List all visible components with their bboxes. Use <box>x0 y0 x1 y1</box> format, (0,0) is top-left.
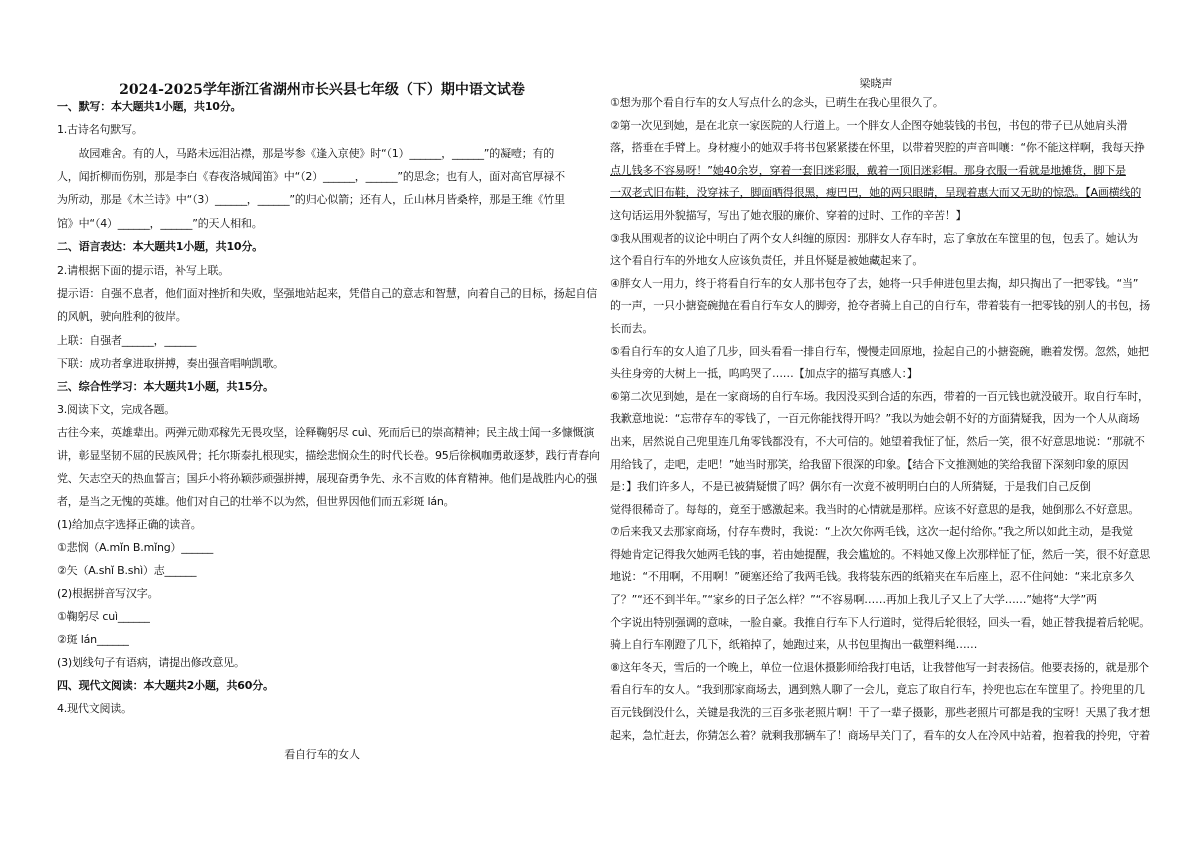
right-line: 用给钱了，走吧，走吧！”她当时那笑，给我留下很深的印象。【结合下文推测她的笑给我留下深刻印象的原因 <box>610 457 1129 471</box>
left-line: 下联：成功者拿进取拼搏，奏出强音唱响凯歌。 <box>57 357 284 370</box>
left-line: (1)给加点字选择正确的读音。 <box>57 518 202 531</box>
right-line: 百元钱倒没什么，关键是我洗的三百多张老照片啊！干了一辈子摄影，那些老照片可都是我的宝呀！天黑了我才想 <box>610 706 1150 720</box>
right-line: ③我从围观者的议论中明白了两个女人纠缠的原因：那胖女人存车时，忘了拿放在车筐里的包，包丢了。她认为 <box>610 231 1139 245</box>
right-line: 看自行车的女人。“我到那家商场去，遇到熟人聊了一会儿，竟忘了取自行车，拎兜也忘在车筐里了。拎兜里的几 <box>610 683 1145 697</box>
right-line: 得她肯定记得我欠她两毛钱的事，若由她提醒，我会尴尬的。不料她又像上次那样怔了怔，然后一笑，很不好意思 <box>610 547 1150 561</box>
right-line: 是：】我们许多人，不是已被猜疑惯了吗？偶尔有一次竟不被明明白白的人所猜疑，于是我们自己反倒 <box>610 480 1091 494</box>
right-line: 这句话运用外貌描写，写出了她衣服的廉价、穿着的过时、工作的辛苦！】 <box>610 208 967 222</box>
left-line: 提示语：自强不息者，他们面对挫折和失败，坚强地站起来，凭借自己的意志和智慧，向着自己的目标，扬起自信 <box>57 287 597 300</box>
right-line: ⑦后来我又去那家商场，付存车费时，我说：“上次欠你两毛钱，这次一起付给你。”我之所以如此主动，是我觉 <box>610 525 1133 539</box>
left-line: ①鞠躬尽 cuì______ <box>57 610 150 623</box>
left-line: 二、语言表达：本大题共1小题，共10分。 <box>57 240 263 253</box>
left-line: 为所动，那是《木兰诗》中“（3）______，______”的归心似箭；还有人，丘山林月皆桑梓，那是王维《竹里 <box>57 193 565 206</box>
right-line: 落，搭垂在手臂上。身材瘦小的她双手将书包紧紧搂在怀里，以带着哭腔的声音叫嚷：“你不能这样啊，我每天挣 <box>610 141 1145 155</box>
right-line: 个字说出特别强调的意味，一脸自豪。我推自行车下人行道时，觉得后轮很轻，回头一看，她正替我提着后轮呢。 <box>610 615 1150 629</box>
right-line: 骑上自行车刚蹬了几下，纸箱掉了，她跑过来，从书包里掏出一截塑料绳…… <box>610 638 978 652</box>
left-line: 1.古诗名句默写。 <box>57 123 143 136</box>
left-line: 人，闻折柳而伤别，那是李白《春夜洛城闻笛》中“（2）______，______”的思念；也有人，面对高官厚禄不 <box>57 170 565 183</box>
left-line: 4.现代文阅读。 <box>57 702 132 715</box>
right-line: 我歉意地说：“忘带存车的零钱了，一百元你能找得开吗？”我以为她会朝不好的方面猜疑我，因为一个人从商场 <box>610 412 1140 426</box>
left-line: (2)根据拼音写汉字。 <box>57 587 159 600</box>
left-line: 四、现代文阅读：本大题共2小题，共60分。 <box>57 679 274 692</box>
right-line: 地说：“不用啊，不用啊！”硬塞还给了我两毛钱。我将装东西的纸箱夹在车后座上，忍不住问她：“来北京多久 <box>610 570 1135 584</box>
left-line: 的风帆，驶向胜利的彼岸。 <box>57 310 187 323</box>
left-line: 3.阅读下文，完成各题。 <box>57 403 176 416</box>
right-line: ④胖女人一用力，终于将看自行车的女人那书包夺了去，她将一只手伸进包里去掏，却只掏出了一把零钱。“当” <box>610 276 1139 290</box>
left-line: ②斑 lán______ <box>57 633 129 646</box>
right-line: 长而去。 <box>610 321 654 335</box>
left-line: 2.请根据下面的提示语，补写上联。 <box>57 264 230 277</box>
left-line: 党、矢志空天的热血誓言；国乒小将孙颖莎顽强拼搏，展现奋勇争先、永不言败的体育精神。他们是战胜内心的强 <box>57 472 597 485</box>
right-line: 起来，急忙赶去，你猜怎么着？就剩我那辆车了！商场早关门了，看车的女人在冷风中站着，抱着我的拎兜，守着 <box>610 728 1150 742</box>
right-line: 一双老式旧布鞋，没穿袜子，脚面晒得很黑，瘦巴巴，她的两只眼睛，呈现着惠大而又无助的惊恐。【A画横线的 <box>610 186 1142 200</box>
author-name: 梁晓声 <box>859 77 893 90</box>
left-line: 者，是当之无愧的英雄。他们对自己的壮举不以为然，但世界因他们而五彩斑 lán。 <box>57 495 455 508</box>
left-line: 上联：自强者______，______ <box>57 334 197 347</box>
right-line: 觉得很稀奇了。每每的，竟至于感激起来。我当时的心情就是那样。应该不好意思的是我，她倒那么不好意思。 <box>610 502 1140 516</box>
left-line: (3)划线句子有语病，请提出修改意见。 <box>57 656 245 669</box>
right-line: ②第一次见到她，是在北京一家医院的人行道上。一个胖女人企图夺她装钱的书包，书包的带子已从她肩头滑 <box>610 118 1128 132</box>
right-line: 这个看自行车的外地女人应该负责任，并且怀疑是被她藏起来了。 <box>610 254 924 268</box>
right-line: 头往身旁的大树上一抵，呜呜哭了……【加点字的描写真感人：】 <box>610 367 918 381</box>
right-line: ①想为那个看自行车的女人写点什么的念头，已萌生在我心里很久了。 <box>610 96 944 109</box>
right-line: ⑥第二次见到她，是在一家商场的自行车场。我因没买到合适的东西，带着的一百元钱也就没破开。取自行车时， <box>610 389 1149 403</box>
right-line: 的一声，一只小搪瓷碗抛在看自行车女人的脚旁，抢夺者骑上自己的自行车，带着装有一把零钱的别人的书包，扬 <box>610 299 1150 313</box>
right-line: 了？”“还不到半年。”“家乡的日子怎么样？”“不容易啊……再加上我儿子又上了大学……”她将“大学”两 <box>610 593 1097 607</box>
left-line: 三、综合性学习：本大题共1小题，共15分。 <box>57 380 274 393</box>
right-line: ⑧这年冬天，雪后的一个晚上，单位一位退休摄影师给我打电话，让我替他写一封表扬信。他要表扬的，就是那个 <box>610 660 1149 674</box>
right-line: ⑤看自行车的女人追了几步，回头看看一排自行车，慢慢走回原地，捡起自己的小搪瓷碗，瞧着发愣。忽然，她把 <box>610 344 1149 358</box>
left-line: ①悲悯（A.mǐn B.mǐng）______ <box>57 541 214 554</box>
left-line: 故园难舍。有的人，马路未远泪沾襟，那是岑参《逢入京使》时“（1）______，______”的凝噎；有的 <box>57 147 555 160</box>
article-title: 看自行车的女人 <box>284 748 360 761</box>
right-column <box>610 92 1150 747</box>
left-line: 讲，彰显坚韧不屈的民族风骨；托尔斯泰扎根现实，描绘悲悯众生的时代长卷。95后徐枫咖勇敢逐梦，践行青春向 <box>57 449 600 462</box>
right-line: 点儿钱多不容易呀！”她40余岁，穿着一套旧迷彩服，戴着一顶旧迷彩帽。那身衣服一看就是地摊货，脚下是 <box>610 163 1126 177</box>
left-line: 古往今来，英雄辈出。两弹元勋邓稼先无畏攻坚，诠释鞠躬尽 cuì、死而后已的崇高精神；民主战士闻一多慷慨演 <box>57 426 595 439</box>
exam-title: 2024-2025学年浙江省湖州市长兴县七年级（下）期中语文试卷 <box>119 82 525 98</box>
right-line: 出来，居然说自己兜里连几角零钱都没有，不大可信的。她望着我怔了怔，然后一笑，很不好意思地说：“那就不 <box>610 434 1145 448</box>
left-line: 馆》中“（4）______，______”的天人相和。 <box>57 217 263 230</box>
left-line: 一、默写：本大题共1小题，共10分。 <box>57 100 242 113</box>
left-line: ②矢（A.shǐ B.shì）志______ <box>57 564 197 577</box>
